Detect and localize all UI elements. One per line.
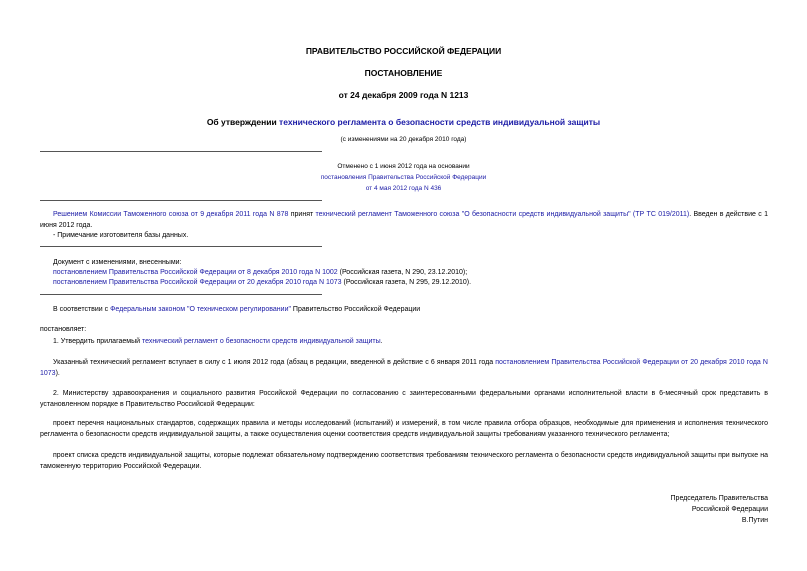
amendment-source-2: (Российская газета, N 295, 29.12.2010).	[341, 279, 472, 286]
item1-pre: 1. Утвердить прилагаемый	[53, 338, 142, 345]
amendment-link-2[interactable]: постановлением Правительства Российской Федерации от 20 декабря 2010 года N 1073	[53, 279, 342, 286]
customs-regulation-link[interactable]: технический регламент Таможенного союза "О безопасности средств индивидуальной защиты" (ТР ТС 019/2011)	[315, 211, 690, 218]
document-date: от 24 декабря 2009 года N 1213	[338, 90, 469, 100]
database-note: - Примечание изготовителя базы данных.	[53, 232, 189, 239]
cancelled-link-line3[interactable]: от 4 мая 2012 года N 436	[365, 185, 442, 192]
signature-name: В.Путин	[741, 517, 768, 524]
signature-country: Российской Федерации	[691, 506, 768, 513]
decree-item-2: 2. Министерству здравоохранения и социального развития Российской Федерации по согласованию с заинтересованными федеральными органами исполнительной власти в 6-месячный срок представить в установленном порядке в Правительство Российской Федерации:	[40, 390, 768, 408]
amendment-link-1[interactable]: постановлением Правительства Российской Федерации от 8 декабря 2010 года N 1002	[53, 269, 338, 276]
customs-union-note	[40, 210, 768, 231]
effective-date-paragraph	[40, 358, 768, 379]
customs-text2: . Введен в действие с 1 июня 2012 года.	[40, 211, 768, 229]
document-title	[0, 117, 807, 127]
federal-law-link[interactable]: Федеральным законом "О техническом регулировании"	[110, 306, 291, 313]
amendment-item-1	[53, 268, 467, 278]
effect-post: ).	[55, 369, 60, 377]
amendment-item-2	[53, 278, 471, 288]
standards-list-paragraph: проект перечня национальных стандартов, содержащих правила и методы исследований (испытаний) и измерений, в том числе правила отбора образцов, необходимые для применения и исполнения технического регламента о безопасности средств индивидуальной защиты, а также осуществления оценки соответствия средств индивидуальной защиты требованиям указанного технического регламента;	[40, 420, 768, 438]
cancelled-link-line2[interactable]: постановления Правительства Российской Федерации	[320, 174, 487, 181]
basis-post: Правительство Российской Федерации	[290, 306, 421, 313]
ppe-list-paragraph: проект списка средств индивидуальной защиты, которые подлежат обязательному подтверждению соответствия требованиям технического регламента о безопасности средств индивидуальной защиты при выпуске на таможенную территорию Российской Федерации.	[40, 452, 768, 470]
item1-post: .	[380, 338, 383, 345]
government-heading: ПРАВИТЕЛЬСТВО РОССИЙСКОЙ ФЕДЕРАЦИИ	[305, 46, 502, 56]
cancelled-line1: Отменено с 1 июня 2012 года на основании	[337, 163, 470, 170]
customs-text1: принят	[288, 211, 316, 218]
effect-link[interactable]: постановлением Правительства Российской Федерации от 20 декабря 2010 года N 1073	[40, 359, 768, 377]
regulation-link[interactable]: технический регламент о безопасности средств индивидуальной защиты	[141, 338, 381, 345]
changes-note: (с изменениями на 20 декабря 2010 года)	[340, 136, 467, 143]
legal-basis	[53, 305, 420, 315]
customs-decision-link[interactable]: Решением Комиссии Таможенного союза от 9 декабря 2011 года N 878	[53, 211, 289, 218]
divider	[40, 151, 322, 152]
effect-pre: Указанный технический регламент вступает в силу с 1 июля 2012 года (абзац в редакции, введенной в действие с 6 января 2011 года	[53, 359, 496, 366]
divider	[40, 200, 322, 201]
title-prefix: Об утверждении	[206, 117, 280, 127]
decrees-label: постановляет:	[40, 326, 87, 333]
signature-title: Председатель Правительства	[670, 495, 768, 502]
basis-pre: В соответствии с	[53, 306, 111, 313]
divider	[40, 246, 322, 247]
decree-item-1	[53, 337, 383, 347]
document-type: ПОСТАНОВЛЕНИЕ	[364, 68, 443, 78]
title-link[interactable]: технического регламента о безопасности средств индивидуальной защиты	[279, 117, 601, 127]
amendment-source-1: (Российская газета, N 290, 23.12.2010);	[337, 269, 468, 276]
amendments-intro: Документ с изменениями, внесенными:	[53, 259, 182, 266]
divider	[40, 294, 322, 295]
